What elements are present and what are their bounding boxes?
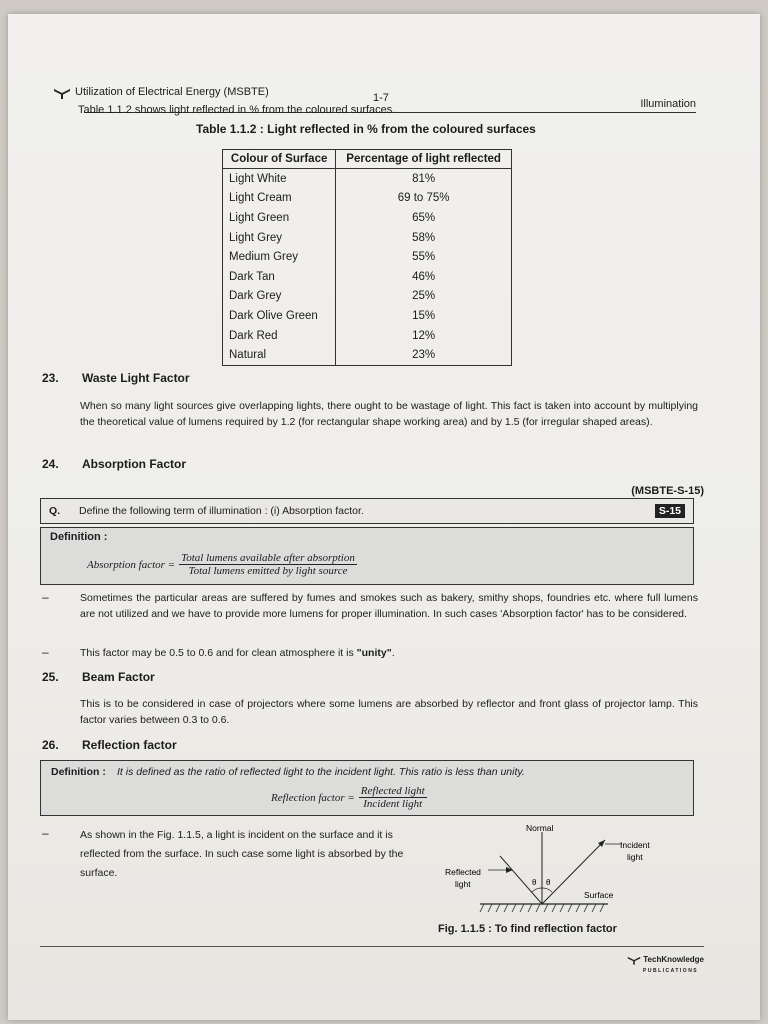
percentage-cell: 23% <box>336 345 512 365</box>
formula-numerator: Total lumens available after absorption <box>181 552 355 564</box>
table-row <box>223 345 512 365</box>
definition-text: It is defined as the ratio of reflected light to the incident light. This ratio is less than unity. <box>117 766 525 778</box>
bullet-dash: – <box>42 590 49 604</box>
percentage-cell: 15% <box>336 306 512 326</box>
bullet-2-end: . <box>391 647 395 659</box>
theta-right: θ <box>546 878 551 887</box>
table-row <box>223 208 512 228</box>
section-25-body: This is to be considered in case of projectors where some lumens are absorbed by reflector and front glass of projector lamp. This factor varies between 0.3 to 0.6. <box>80 698 698 726</box>
section-25-title: Beam Factor <box>82 670 155 684</box>
question-text: Define the following term of illumination : (i) Absorption factor. <box>79 505 364 517</box>
formula-lhs: Absorption factor = <box>87 558 176 571</box>
incident-label: Incident <box>620 840 650 850</box>
formula-denominator: Total lumens emitted by light source <box>188 565 348 577</box>
table-row <box>223 247 512 267</box>
section-26-title: Reflection factor <box>82 738 177 752</box>
bullet-dash: – <box>42 826 49 840</box>
footer-publisher-logo <box>627 955 704 974</box>
question-box <box>40 498 694 524</box>
reflected-label: Reflected <box>445 867 481 877</box>
bullet-dash: – <box>42 645 49 659</box>
figure-caption: Fig. 1.1.5 : To find reflection factor <box>438 923 617 935</box>
colour-cell: Light White <box>223 169 336 189</box>
publisher-logo-icon <box>53 87 71 102</box>
exam-tag: (MSBTE-S-15) <box>631 485 704 497</box>
reflection-definition-box <box>40 760 694 816</box>
table-header-colour: Colour of Surface <box>223 150 336 169</box>
colour-cell: Light Grey <box>223 228 336 248</box>
book-title: Utilization of Electrical Energy (MSBTE) <box>75 86 269 98</box>
colour-cell: Dark Grey <box>223 287 336 307</box>
table-row <box>223 306 512 326</box>
formula-lhs: Reflection factor = <box>271 791 355 804</box>
footer-rule <box>40 946 704 947</box>
publisher-sub: PUBLICATIONS <box>643 968 699 974</box>
section-25-number: 25. <box>42 670 59 684</box>
publisher-name: TechKnowledge <box>643 955 704 965</box>
section-23-number: 23. <box>42 371 59 385</box>
colour-cell: Light Cream <box>223 189 336 209</box>
formula-fraction <box>179 552 357 577</box>
section-24-title: Absorption Factor <box>82 457 186 471</box>
section-23-title: Waste Light Factor <box>82 371 190 385</box>
absorption-bullet-2 <box>80 645 698 661</box>
table-row <box>223 326 512 346</box>
angle-arc-left <box>532 888 542 892</box>
formula-fraction <box>359 785 427 810</box>
formula-denominator: Incident light <box>363 798 423 810</box>
absorption-bullet-1: Sometimes the particular areas are suffered by fumes and smokes such as bakery, smithy shops, foundries etc. where full lumens are not utilized and we have to provide more lumens for proper illumination. In such cases 'Absorption factor' has to be considered. <box>80 592 698 620</box>
section-24-number: 24. <box>42 457 59 471</box>
bullet-2-text: This factor may be 0.5 to 0.6 and for clean atmosphere it is <box>80 647 357 659</box>
section-23-body: When so many light sources give overlapping lights, there ought to be wastage of light. This fact is taken into account by multiplying the theoretical value of lumens required by 1.2 (for rectangular shape working area) and by 1.5 (for irregular shaped areas). <box>80 400 698 428</box>
table-row <box>223 267 512 287</box>
definition-label: Definition : <box>50 531 108 543</box>
exam-badge: S-15 <box>655 504 685 518</box>
absorption-formula <box>87 552 357 577</box>
page-number: 1-7 <box>373 92 389 104</box>
table-caption: Table 1.1.2 : Light reflected in % from the coloured surfaces <box>196 122 536 136</box>
section-name: Illumination <box>640 98 696 110</box>
table-header-percentage: Percentage of light reflected <box>336 150 512 169</box>
reflection-formula <box>271 785 427 810</box>
incident-label-2: light <box>627 852 643 862</box>
colour-cell: Dark Tan <box>223 267 336 287</box>
question-label: Q. <box>49 505 61 517</box>
percentage-cell: 12% <box>336 326 512 346</box>
colour-cell: Light Green <box>223 208 336 228</box>
colour-cell: Medium Grey <box>223 247 336 267</box>
formula-numerator: Reflected light <box>360 785 425 797</box>
percentage-cell: 81% <box>336 169 512 189</box>
reflection-bullet: As shown in the Fig. 1.1.5, a light is incident on the surface and it is reflected from the surface. In such case some light is absorbed by the surface. <box>80 829 404 879</box>
theta-left: θ <box>532 878 537 887</box>
table-row <box>223 228 512 248</box>
percentage-cell: 25% <box>336 287 512 307</box>
surface-label: Surface <box>584 890 614 900</box>
surface-hatching <box>480 904 604 912</box>
reflection-figure <box>440 818 710 918</box>
definition-label: Definition : <box>51 766 106 778</box>
percentage-cell: 69 to 75% <box>336 189 512 209</box>
table-row <box>223 189 512 209</box>
publisher-logo-icon <box>627 955 641 965</box>
percentage-cell: 55% <box>336 247 512 267</box>
percentage-cell: 46% <box>336 267 512 287</box>
reflection-table <box>222 149 512 366</box>
normal-label: Normal <box>526 823 554 833</box>
reflected-arrow-icon <box>506 867 513 873</box>
table-row <box>223 287 512 307</box>
table-row <box>223 169 512 189</box>
colour-cell: Dark Olive Green <box>223 306 336 326</box>
colour-cell: Dark Red <box>223 326 336 346</box>
absorption-definition-box <box>40 527 694 585</box>
reflected-label-2: light <box>455 879 471 889</box>
unity-emphasis: "unity" <box>356 647 392 659</box>
percentage-cell: 58% <box>336 228 512 248</box>
percentage-cell: 65% <box>336 208 512 228</box>
section-26-number: 26. <box>42 738 59 752</box>
colour-cell: Natural <box>223 345 336 365</box>
intro-text: Table 1.1.2 shows light reflected in % from the coloured surfaces. <box>78 104 396 116</box>
angle-arc-right <box>542 888 552 892</box>
